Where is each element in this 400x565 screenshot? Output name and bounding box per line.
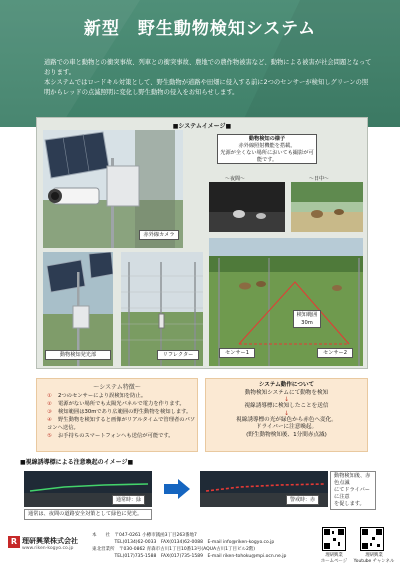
sensor-field-photo xyxy=(209,238,363,366)
feature-text: お手持ちのスマートフォンへも送信が可能です。 xyxy=(58,433,174,439)
feature-number: ⑤ xyxy=(47,433,52,439)
system-features-title: ～システム特徴～ xyxy=(93,384,141,391)
intro-paragraph-1: 道路での車と動物との衝突事故、列車との衝突事故、農地での農作物被害など、動物による被害が社会問題となっております。 xyxy=(44,59,372,76)
qr1-caption-line-1: 理研興業 xyxy=(325,553,343,558)
feature-text: 野生動物を検知すると画像がリアルタイムで管理者のパソコンへ送信。 xyxy=(47,417,196,431)
feature-item xyxy=(47,416,197,432)
feature-text: 電源がない場所でも太陽光パネルで電力を作ります。 xyxy=(58,401,185,407)
flow-step-3b: ドライバーに注意喚起。 xyxy=(255,424,318,430)
detect-line-2: 光源が全くない場所においても撮影が可能です。 xyxy=(220,150,314,163)
homepage-qr-code[interactable] xyxy=(322,527,346,551)
address-line-4: TEL(017)735-1588 FAX(017)735-1589 E-mail riken-tohoku@mpi.ocn.ne.jp xyxy=(92,554,287,559)
range-label xyxy=(293,310,321,328)
system-operation-box xyxy=(205,378,368,452)
alert-note-line-2: にてドライバーに注意 xyxy=(334,487,370,500)
address-line-3: 東北営業所 〒030-0862 青森市古川1丁目10番13号(AQUA古川1丁目ビル2階) xyxy=(92,547,256,552)
flow-step-2: 視線誘導標に検知したことを送信 xyxy=(244,403,329,409)
delineator-image-heading: ■視線誘導標による注意喚起のイメージ■ xyxy=(20,459,134,466)
alert-note xyxy=(330,471,376,510)
feature-item xyxy=(47,400,197,408)
flow-arrow-2: ↓ xyxy=(283,409,290,417)
flow-step-3c: (野生動物検知後、1分間赤点滅) xyxy=(246,431,327,438)
address-line-1: 本 社 〒047-0261 小樽市銭函3丁目263番地7 xyxy=(92,533,197,538)
generator-illustration xyxy=(43,252,113,366)
alert-note-line-3: を促します。 xyxy=(334,501,365,507)
youtube-qr-caption xyxy=(350,553,398,559)
flow-arrow-1: ↓ xyxy=(283,396,290,403)
range-label-line-2: 30m xyxy=(301,320,313,326)
flow-title: システム動作について xyxy=(258,382,315,388)
intro-text xyxy=(44,58,374,98)
detect-title: 動物検知の様子 xyxy=(248,136,286,142)
day-scene xyxy=(291,182,363,232)
address-line-2: TEL(0134)62-0033 FAX(0134)62-0088 E-mail info@riken-kogyo.co.jp xyxy=(92,540,275,545)
camera-unit-photo xyxy=(43,130,183,248)
company-name: 理研興業株式会社 xyxy=(22,537,78,545)
homepage-qr-caption-2: ホームページ xyxy=(320,559,348,564)
reflector-label: リフレクター xyxy=(157,350,199,360)
qr-pattern-icon xyxy=(361,528,383,550)
feature-text: 検知範囲は30mであり広範囲の野生動物を検知します。 xyxy=(58,409,192,415)
detection-description-box xyxy=(217,134,317,164)
reflector-illustration xyxy=(121,252,203,366)
feature-number: ③ xyxy=(47,409,52,415)
system-image-panel xyxy=(36,117,368,369)
normal-state-sign: 通常時：緑 xyxy=(112,495,145,505)
youtube-qr-code[interactable] xyxy=(360,527,384,551)
page-title: 新型 野生動物検知システム xyxy=(83,19,317,39)
night-photo xyxy=(209,182,285,232)
range-label-line-1: 検知範囲 xyxy=(296,312,318,318)
delineator-image-area xyxy=(24,467,376,522)
night-label: ～夜間～ xyxy=(225,176,246,182)
qr2-caption-line-1: 理研興業 xyxy=(365,553,383,558)
qr-pattern-icon xyxy=(323,528,345,550)
system-features-box xyxy=(36,378,198,452)
day-label: ～日中～ xyxy=(309,176,330,182)
company-logo-icon: R xyxy=(8,536,20,548)
ir-camera-label: 赤外線カメラ xyxy=(139,230,179,240)
day-photo xyxy=(291,182,363,232)
intro-paragraph-2: 本システムではロードキル対策として、野生動物が道路や田畑に侵入する前に2つのセンサーが検知しグリーンの照明からレッドの点滅照明に変化し野生動物の侵入をお知らせします。 xyxy=(44,79,369,96)
feature-item xyxy=(47,408,197,416)
feature-item xyxy=(47,392,197,400)
system-features-list xyxy=(47,392,197,440)
sensor2-label: センサー2 xyxy=(317,348,353,358)
flow-step-3: 視線誘導標の光が緑色から赤色へ変化。 xyxy=(236,416,337,423)
sensor-field-illustration xyxy=(209,238,363,366)
system-image-heading: ■システムイメージ■ xyxy=(172,123,232,130)
normal-note: 通常は、夜間の道路安全対策として緑色に発光。 xyxy=(24,509,152,520)
feature-number: ① xyxy=(47,393,52,399)
feature-item xyxy=(47,432,197,440)
alert-note-line-1: 動物検知後、赤色点滅 xyxy=(334,473,371,486)
flow-step-1: 動物検知システムにて動物を検知 xyxy=(244,389,329,396)
company-url[interactable]: www.riken-kogyo.co.jp xyxy=(22,546,74,551)
detect-line-1: 赤外線照射機能を搭載。 xyxy=(238,143,296,149)
youtube-qr-caption-2: Youtube チャンネル xyxy=(353,559,395,564)
night-scene xyxy=(209,182,285,232)
feature-number: ② xyxy=(47,401,52,407)
header-banner xyxy=(0,0,400,127)
feature-text: 2つのセンサーにより誤検知を防止。 xyxy=(58,393,147,399)
feature-number: ④ xyxy=(47,417,52,423)
generator-photo xyxy=(43,252,113,366)
sensor1-label: センサー1 xyxy=(219,348,255,358)
generator-label: 動物検知発光部 xyxy=(45,350,111,360)
reflector-photo xyxy=(121,252,203,366)
alert-state-sign: 警戒時：赤 xyxy=(286,495,319,505)
